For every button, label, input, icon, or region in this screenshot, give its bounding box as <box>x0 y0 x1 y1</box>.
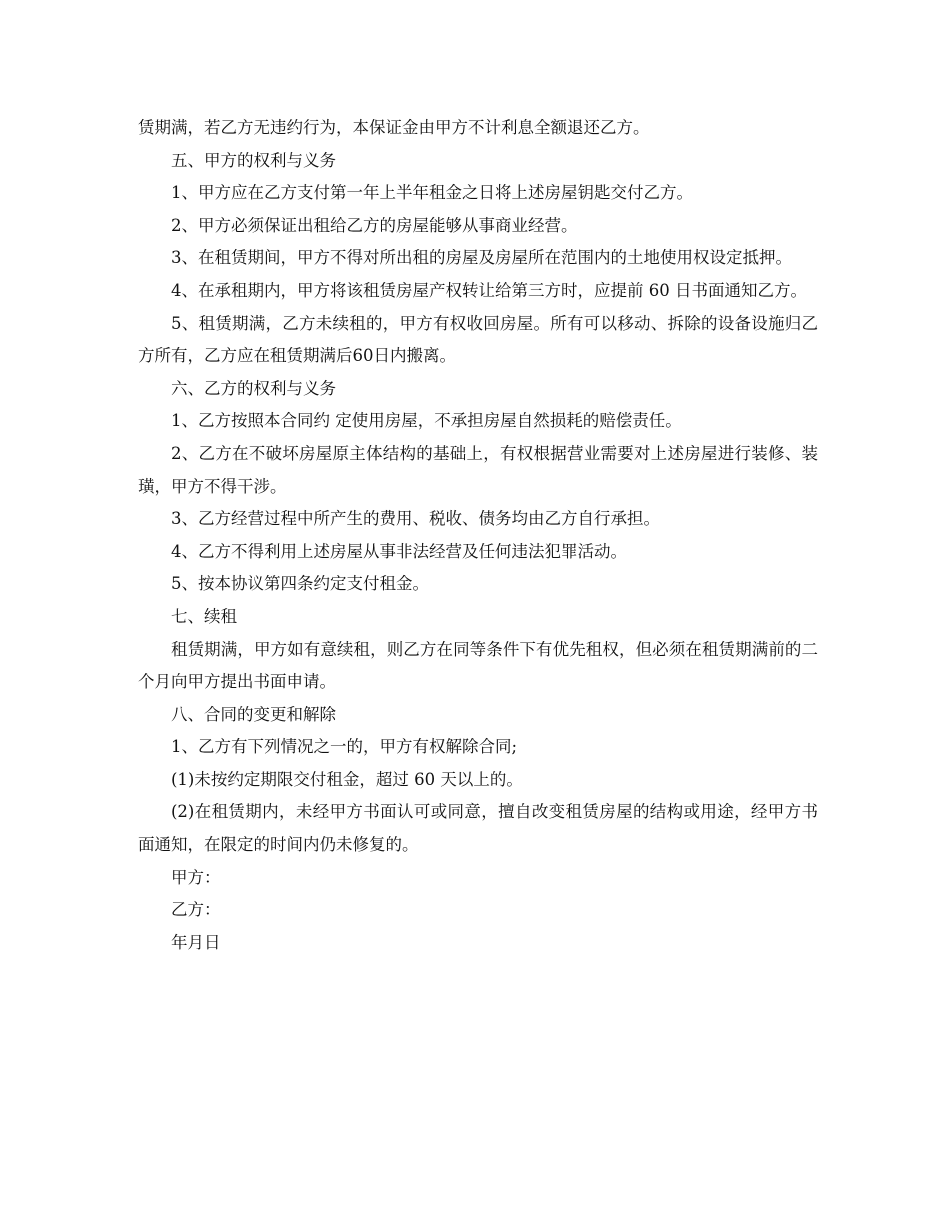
heading-section-5: 五、甲方的权利与义务 <box>171 150 336 170</box>
paragraph-5-4: 4、在承租期内，甲方将该租赁房屋产权转让给第三方时，应提前 60 日书面通知乙方。 <box>171 280 807 300</box>
paragraph-deposit-refund: 赁期满，若乙方无违约行为，本保证金由甲方不计利息全额退还乙方。 <box>138 118 650 137</box>
paragraph-6-2: 2、乙方在不破坏房屋原主体结构的基础上，有权根据营业需要对上述房屋进行装修、装璜，甲方不得干涉。 <box>138 443 818 496</box>
paragraph-8-1: 1、乙方有下列情况之一的，甲方有权解除合同; <box>171 737 518 757</box>
heading-section-6: 六、乙方的权利与义务 <box>171 378 336 398</box>
signature-date: 年月日 <box>171 932 221 952</box>
document-page <box>138 112 818 959</box>
paragraph-5-1: 1、甲方应在乙方支付第一年上半年租金之日将上述房屋钥匙交付乙方。 <box>171 183 693 203</box>
paragraph-8-1-b: (2)在租赁期内，未经甲方书面认可或同意，擅自改变租赁房屋的结构或用途，经甲方书面通知，在限定的时间内仍未修复的。 <box>138 802 818 855</box>
heading-section-8: 八、合同的变更和解除 <box>171 704 336 724</box>
paragraph-6-3: 3、乙方经营过程中所产生的费用、税收、债务均由乙方自行承担。 <box>171 509 660 529</box>
paragraph-6-4: 4、乙方不得利用上述房屋从事非法经营及任何违法犯罪活动。 <box>171 541 627 561</box>
paragraph-6-5: 5、按本协议第四条约定支付租金。 <box>171 574 429 594</box>
heading-section-7: 七、续租 <box>171 606 237 626</box>
signature-party-b: 乙方： <box>171 900 221 920</box>
paragraph-8-1-a: (1)未按约定期限交付租金，超过 60 天以上的。 <box>171 769 523 789</box>
paragraph-5-3: 3、在租赁期间，甲方不得对所出租的房屋及房屋所在范围内的土地使用权设定抵押。 <box>171 248 792 268</box>
paragraph-5-5: 5、租赁期满，乙方未续租的，甲方有权收回房屋。所有可以移动、拆除的设备设施归乙方所有，乙方应在租赁期满后60日内搬离。 <box>138 313 818 366</box>
signature-party-a: 甲方： <box>171 867 221 887</box>
paragraph-7: 租赁期满，甲方如有意续租，则乙方在同等条件下有优先租权，但必须在租赁期满前的二个月向甲方提出书面申请。 <box>138 639 818 692</box>
paragraph-5-2: 2、甲方必须保证出租给乙方的房屋能够从事商业经营。 <box>171 215 578 235</box>
paragraph-6-1: 1、乙方按照本合同约 定使用房屋，不承担房屋自然损耗的赔偿责任。 <box>171 411 682 431</box>
